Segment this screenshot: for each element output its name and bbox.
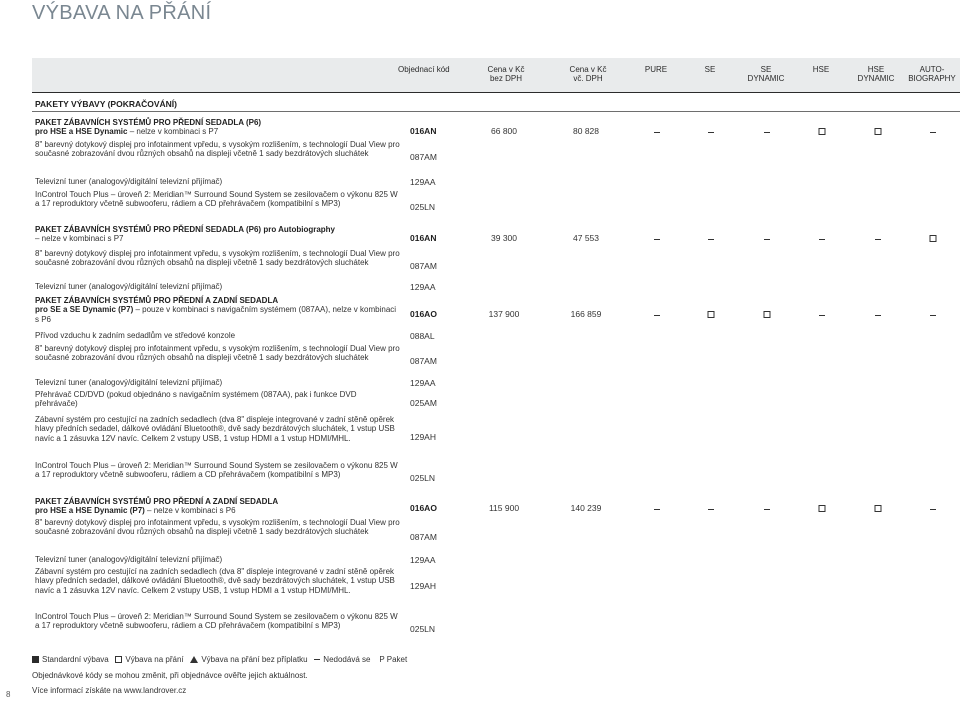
package-description (35, 225, 400, 244)
option-box-icon (819, 505, 826, 514)
dash-icon (654, 128, 660, 137)
dash-icon (764, 128, 770, 137)
header-se: SE (704, 65, 716, 74)
option-box-icon (764, 311, 771, 320)
dash-icon (708, 128, 714, 137)
order-code: 129AA (410, 282, 436, 292)
item-description: InControl Touch Plus – úroveň 2: Meridian™ Surround Sound System se zesilovačem o výkonu 825 W a 17 reproduktory včetně subwooferu, rádiem a CD přehrávačem (kompatibilní s MP3) (35, 190, 398, 209)
order-code: 016AO (410, 503, 437, 513)
price-incl-vat: 80 828 (573, 126, 599, 136)
dash-icon (819, 235, 825, 244)
standard-square-icon (32, 656, 39, 663)
dash-icon (875, 235, 881, 244)
dash-icon (930, 311, 936, 320)
order-code: 087AM (410, 532, 437, 542)
item-description: Televizní tuner (analogový/digitální televizní přijímač) (35, 555, 223, 564)
item-description: Televizní tuner (analogový/digitální televizní přijímač) (35, 177, 223, 186)
dash-icon (819, 311, 825, 320)
order-code: 025LN (410, 202, 436, 212)
item-description: Přehrávač CD/DVD (pokud objednáno s navigačním systémem (087AA), pak i funkce DVD přehrávače) (35, 390, 357, 409)
dash-icon (764, 235, 770, 244)
order-code: 016AN (410, 233, 437, 243)
order-code: 016AO (410, 309, 437, 319)
dash-icon (930, 128, 936, 137)
order-code: 129AH (410, 581, 436, 591)
package-title: PAKET ZÁBAVNÍCH SYSTÉMŮ PRO PŘEDNÍ A ZADNÍ SEDADLA (35, 497, 279, 506)
header-hse: HSE (812, 65, 830, 74)
price-excl-vat: 115 900 (488, 503, 520, 513)
header-se-dynamic: SE DYNAMIC (747, 65, 785, 83)
dash-icon (708, 235, 714, 244)
item-description: Televizní tuner (analogový/digitální televizní přijímač) (35, 282, 223, 291)
triangle-icon (190, 656, 198, 663)
package-title: PAKET ZÁBAVNÍCH SYSTÉMŮ PRO PŘEDNÍ SEDADLA (P6) (35, 118, 262, 127)
item-description: Televizní tuner (analogový/digitální televizní přijímač) (35, 378, 223, 387)
option-box-icon (875, 128, 882, 137)
item-description: InControl Touch Plus – úroveň 2: Meridian™ Surround Sound System se zesilovačem o výkonu 825 W a 17 reproduktory včetně subwooferu, rádiem a CD přehrávačem (kompatibilní s MP3) (35, 612, 398, 631)
item-description: 8" barevný dotykový displej pro infotainment vpředu, s vysokým rozlišením, s technologií Dual View pro současné zobrazování dvou různých obsahů na displeji včetně 1 sady bezdrátových sluchátek (35, 249, 400, 268)
package-title: PAKET ZÁBAVNÍCH SYSTÉMŮ PRO PŘEDNÍ A ZADNÍ SEDADLA (35, 296, 279, 305)
package-applicability: pro HSE a HSE Dynamic (P7) (35, 506, 145, 516)
dash-icon (708, 505, 714, 514)
price-excl-vat: 39 300 (491, 233, 517, 243)
option-box-icon (930, 235, 937, 244)
package-description (35, 118, 400, 137)
dash-icon (654, 235, 660, 244)
option-box-icon (708, 311, 715, 320)
legend (32, 655, 407, 664)
item-description: Zábavní systém pro cestující na zadních sedadlech (dva 8" displeje integrované v zadní stěně opěrek hlavy předních sedadel, dálkové ovládání Bluetooth®, dvě sady bezdrátových sluchátek, 1 vstup USB navíc a 1 zásuvka 12V navíc. Celkem 2 vstupy USB, 1 vstup HDMI a 1 vstup HDMI/MHL. (35, 415, 395, 443)
footer-note: Objednávkové kódy se mohou změnit, při objednávce ověřte jejich aktuálnost. (32, 671, 308, 680)
header-price-excl: Cena v Kč bez DPH (487, 65, 525, 83)
dash-icon (875, 311, 881, 320)
order-code: 129AH (410, 432, 436, 442)
price-incl-vat: 166 859 (570, 309, 602, 319)
page-number: 8 (6, 690, 11, 699)
item-description: InControl Touch Plus – úroveň 2: Meridian™ Surround Sound System se zesilovačem o výkonu 825 W a 17 reproduktory včetně subwooferu, rádiem a CD přehrávačem (kompatibilní s MP3) (35, 461, 398, 480)
dash-icon (314, 659, 320, 660)
order-code: 088AL (410, 331, 435, 341)
header-price-incl: Cena v Kč vč. DPH (569, 65, 607, 83)
page-title: VÝBAVA NA PŘÁNÍ (32, 2, 212, 24)
order-code: 025LN (410, 473, 436, 483)
order-code: 087AM (410, 261, 437, 271)
order-code: 025AM (410, 398, 437, 408)
order-code: 016AN (410, 126, 437, 136)
option-box-icon (875, 505, 882, 514)
package-restriction: – nelze v kombinaci s P7 (127, 127, 219, 137)
item-description: 8" barevný dotykový displej pro infotainment vpředu, s vysokým rozlišením, s technologií Dual View pro současné zobrazování dvou různých obsahů na displeji včetně 1 sady bezdrátových sluchátek (35, 518, 400, 537)
dash-icon (930, 505, 936, 514)
header-hse-dynamic: HSE DYNAMIC (857, 65, 895, 83)
package-description (35, 497, 400, 516)
package-applicability: pro SE a SE Dynamic (P7) (35, 305, 134, 315)
package-restriction: – nelze v kombinaci s P6 (144, 506, 236, 516)
package-applicability: pro HSE a HSE Dynamic (35, 127, 128, 137)
header-code: Objednací kód (398, 65, 450, 74)
legend-option-extra: Výbava na přání bez příplatku (201, 655, 308, 664)
dash-icon (654, 505, 660, 514)
dash-icon (764, 505, 770, 514)
header-autobiography: AUTO-BIOGRAPHY (908, 65, 956, 83)
order-code: 129AA (410, 378, 436, 388)
package-title: PAKET ZÁBAVNÍCH SYSTÉMŮ PRO PŘEDNÍ SEDADLA (P6) pro Autobiography (35, 225, 336, 234)
section-heading: PAKETY VÝBAVY (POKRAČOVÁNÍ) (32, 98, 960, 112)
order-code: 129AA (410, 555, 436, 565)
legend-option: Výbava na přání (125, 655, 184, 664)
dash-icon (654, 311, 660, 320)
package-description (35, 296, 400, 324)
option-box-icon (819, 128, 826, 137)
order-code: 025LN (410, 624, 436, 634)
order-code: 129AA (410, 177, 436, 187)
order-code: 087AM (410, 356, 437, 366)
price-incl-vat: 47 553 (573, 233, 599, 243)
table-header (32, 58, 960, 93)
price-excl-vat: 66 800 (491, 126, 517, 136)
footer-website: Více informací získáte na www.landrover.cz (32, 686, 187, 695)
price-excl-vat: 137 900 (488, 309, 520, 319)
legend-standard: Standardní výbava (42, 655, 109, 664)
item-description: Zábavní systém pro cestující na zadních sedadlech (dva 8" displeje integrované v zadní stěně opěrek hlavy předních sedadel, dálkové ovládání Bluetooth®, dvě sady bezdrátových sluchátek, 1 vstup USB navíc a 1 zásuvka 12V navíc. Celkem 2 vstupy USB, 1 vstup HDMI a 1 vstup HDMI/MHL. (35, 567, 395, 595)
item-description: 8" barevný dotykový displej pro infotainment vpředu, s vysokým rozlišením, s technologií Dual View pro současné zobrazování dvou různých obsahů na displeji včetně 1 sady bezdrátových sluchátek (35, 140, 400, 159)
package-restriction: – nelze v kombinaci s P7 (35, 234, 124, 244)
item-description: 8" barevný dotykový displej pro infotainment vpředu, s vysokým rozlišením, s technologií Dual View pro současné zobrazování dvou různých obsahů na displeji včetně 1 sady bezdrátových sluchátek (35, 344, 400, 363)
option-box-icon (115, 656, 122, 663)
legend-packet: P Paket (379, 655, 408, 664)
package-restriction: – pouze v kombinaci s navigačním systémem (087AA), nelze v kombinaci s P6 (35, 305, 397, 324)
header-pure: PURE (644, 65, 668, 74)
order-code: 087AM (410, 152, 437, 162)
price-incl-vat: 140 239 (570, 503, 602, 513)
legend-na: Nedodává se (323, 655, 371, 664)
item-description: Přívod vzduchu k zadním sedadlům ve středové konzole (35, 331, 236, 340)
